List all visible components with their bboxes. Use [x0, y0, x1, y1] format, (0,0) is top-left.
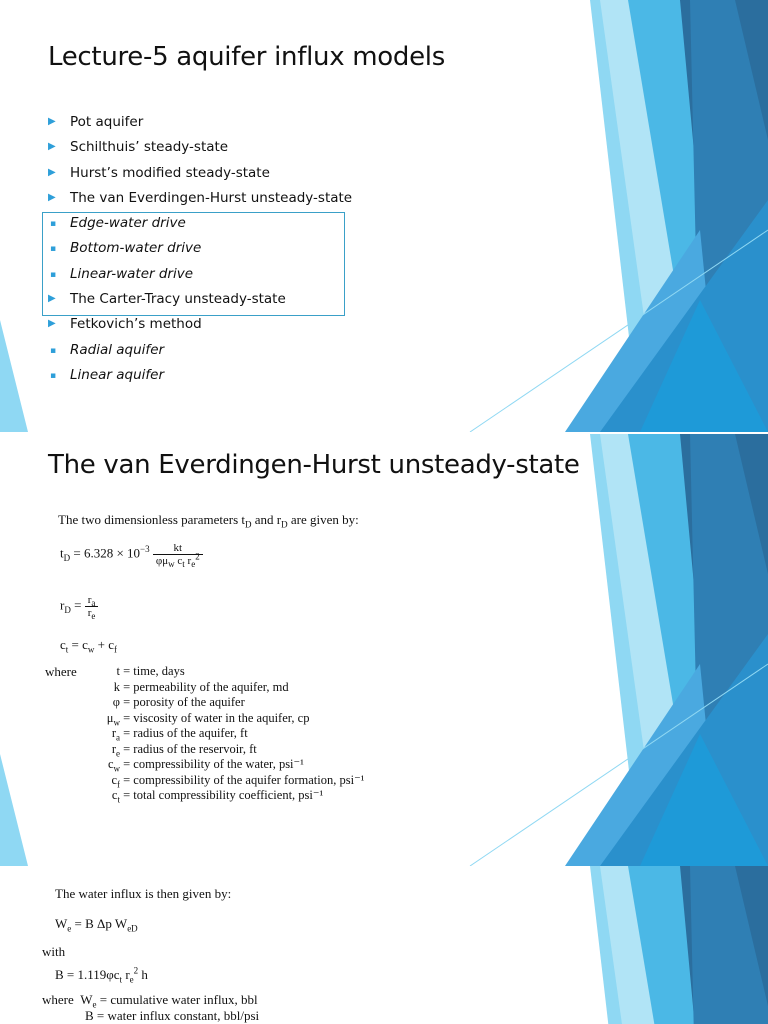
definitions-list: [45, 664, 364, 804]
slide-water-influx: [0, 866, 768, 1024]
list-item: [48, 112, 352, 137]
definition-text: = time, days: [120, 664, 185, 678]
slide-title: Lecture-5 aquifer influx models: [48, 42, 445, 72]
list-item: [48, 188, 352, 213]
arrow-bullet-icon: ▶: [48, 166, 56, 178]
definition-row: [45, 757, 364, 773]
arrow-bullet-icon: ▶: [48, 116, 56, 127]
list-item-label: The Carter-Tracy unsteady-state: [70, 291, 286, 308]
list-item-label: Edge-water drive: [70, 215, 186, 232]
model-list: [48, 112, 352, 390]
definition-symbol: $c_f$: [111, 772, 120, 789]
arrow-bullet-icon: ▶: [48, 293, 56, 305]
square-bullet-icon: ▪: [50, 345, 57, 356]
definition-row: [45, 726, 364, 742]
definition-symbol: k: [113, 679, 120, 694]
definition-symbol: $c_t$: [111, 788, 120, 805]
list-item-label: Radial aquifer: [70, 341, 165, 358]
slide-van-everdingen-hurst: [0, 434, 768, 866]
arrow-bullet-icon: ▶: [48, 141, 56, 153]
definition-text: = radius of the aquifer, ft: [120, 726, 248, 740]
definition-row: [45, 664, 364, 680]
list-item: [48, 238, 352, 263]
list-item-label: Linear aquifer: [70, 366, 165, 383]
equation-We: $W_e = B$ Δp $W_{eD}$: [55, 916, 138, 934]
definition-row: [45, 742, 364, 758]
definition-row: [45, 711, 364, 727]
list-item: [48, 163, 352, 188]
influx-intro: The water influx is then given by:: [55, 886, 232, 901]
definition-text: = compressibility of the aquifer formation, psi⁻¹: [120, 772, 365, 787]
equation-tD: $t_D = 6.328 \times 10^{-3}$ $\frac{kt}{\varphi\mu_w c_t r_e^2}$: [60, 542, 203, 567]
square-bullet-icon: ▪: [50, 219, 57, 230]
list-item: [48, 340, 352, 365]
slide-aquifer-models: [0, 0, 768, 432]
list-item: [48, 264, 352, 289]
definition-symbol: t: [116, 664, 120, 678]
with-label: with: [42, 944, 66, 959]
definition-symbol: $r_a$: [111, 726, 120, 743]
square-bullet-icon: ▪: [50, 370, 57, 381]
definition-row: [45, 695, 364, 711]
definition-symbol: $\mu_w$: [106, 710, 120, 727]
definition-row: [45, 680, 364, 696]
definition-text: = radius of the reservoir, ft: [120, 741, 257, 756]
definition-text: = total compressibility coefficient, psi⁻¹: [120, 788, 324, 802]
definition-symbol: $r_e$: [111, 741, 120, 758]
where-label: where $W_e$ = cumulative water influx, bbl: [42, 992, 258, 1010]
list-item-label: Schilthuis’ steady-state: [70, 139, 229, 156]
equation-ct: $c_t = c_w + c_f$: [60, 637, 118, 655]
arrow-bullet-icon: ▶: [48, 318, 56, 330]
definition-B: B = water influx constant, bbl/psi: [85, 1008, 260, 1023]
definition-text: = permeability of the aquifer, md: [120, 679, 289, 694]
list-item-label: The van Everdingen-Hurst unsteady-state: [70, 189, 353, 206]
list-item-label: Fetkovich’s method: [70, 316, 202, 333]
list-item: [48, 314, 352, 339]
arrow-bullet-icon: ▶: [48, 191, 56, 203]
equation-B: $B = 1.119\varphi c_t$ $r_e^2$ h: [55, 965, 148, 985]
list-item-label: Linear-water drive: [70, 265, 194, 282]
definition-symbol: φ: [112, 695, 120, 709]
definition-symbol: $c_w$: [107, 757, 120, 774]
square-bullet-icon: ▪: [50, 269, 57, 280]
definition-row: [45, 773, 364, 789]
list-item: [48, 365, 352, 390]
definition-row: [45, 788, 364, 804]
list-item-label: Hurst’s modified steady-state: [70, 164, 270, 181]
list-item: [48, 213, 352, 238]
definition-text: = viscosity of water in the aquifer, cp: [120, 710, 310, 725]
where-label: where: [45, 664, 77, 679]
intro-text: The two dimensionless parameters $t_D$ and $r_D$ are given by:: [58, 512, 359, 530]
list-item-label: Pot aquifer: [70, 114, 144, 130]
list-item: [48, 289, 352, 314]
slide-title: The van Everdingen-Hurst unsteady-state: [48, 450, 580, 480]
definition-text: = compressibility of the water, psi⁻¹: [120, 757, 304, 771]
list-item: [48, 137, 352, 162]
square-bullet-icon: ▪: [50, 244, 57, 255]
equation-rD: $r_D$ = $\frac{r_a}{r_e}$: [60, 594, 98, 619]
list-item-label: Bottom-water drive: [70, 240, 202, 257]
definition-text: = porosity of the aquifer: [120, 695, 245, 709]
